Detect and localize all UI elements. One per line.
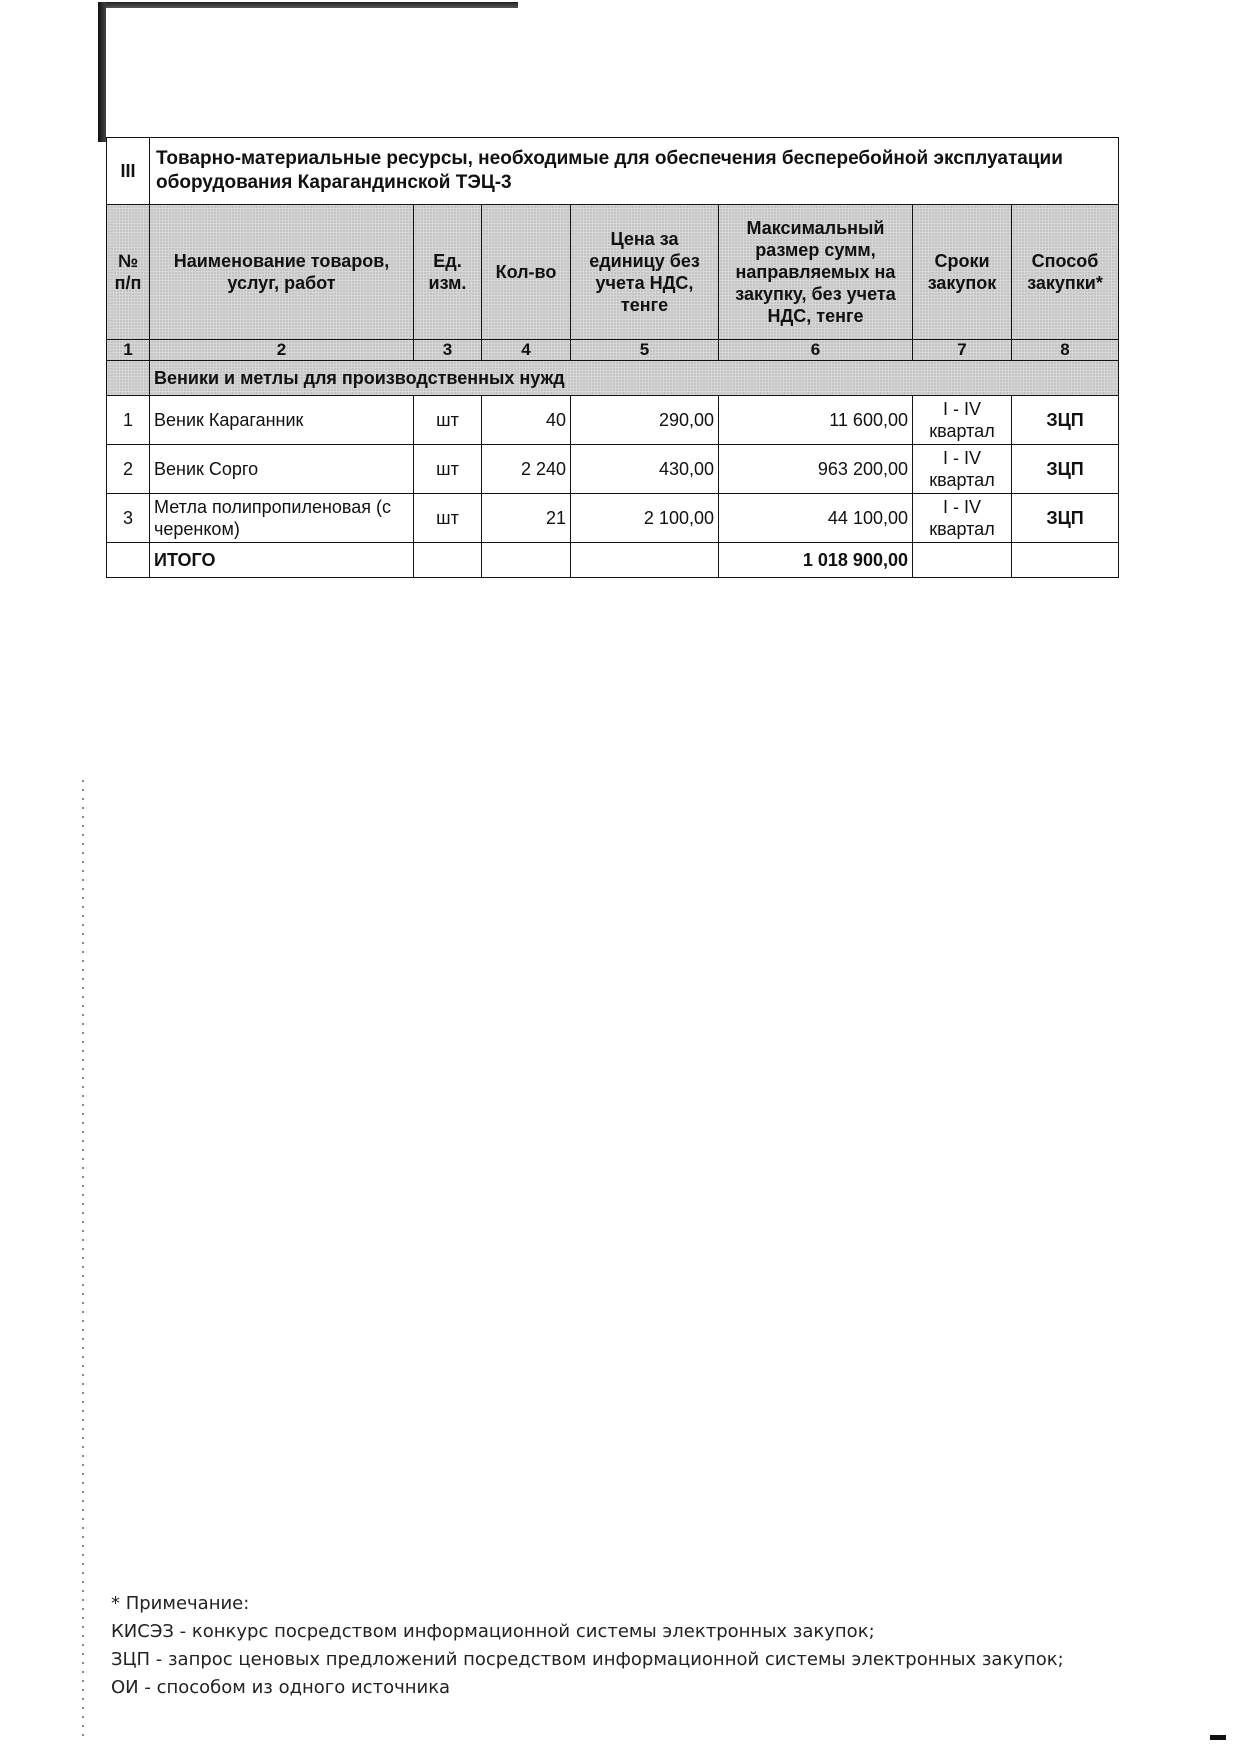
column-header-method: Способ закупки* bbox=[1012, 205, 1119, 340]
footnote bbox=[111, 1590, 1111, 1702]
table-row bbox=[107, 494, 1119, 543]
item-name: Веник Сорго bbox=[150, 445, 414, 494]
table-row bbox=[107, 396, 1119, 445]
footnote-heading: * Примечание: bbox=[111, 1593, 250, 1614]
row-number: 3 bbox=[107, 494, 150, 543]
column-header-row bbox=[107, 205, 1119, 340]
total-blank bbox=[414, 543, 482, 578]
footnote-line: ЗЦП - запрос ценовых предложений посредством информационной системы электронных закупок; bbox=[111, 1649, 1064, 1670]
row-number: 1 bbox=[107, 396, 150, 445]
item-unit: шт bbox=[414, 445, 482, 494]
column-header-unit-price: Цена за единицу без учета НДС, тенге bbox=[571, 205, 719, 340]
column-header-max-amount: Максимальный размер сумм, направляемых на закупку, без учета НДС, тенге bbox=[719, 205, 913, 340]
item-period-range: I - IV bbox=[942, 448, 981, 468]
item-name: Метла полипропиленовая (с черенком) bbox=[150, 494, 414, 543]
column-header-name: Наименование товаров, услуг, работ bbox=[150, 205, 414, 340]
item-method: ЗЦП bbox=[1012, 494, 1119, 543]
footnote-line: КИСЭЗ - конкурс посредством информационной системы электронных закупок; bbox=[111, 1621, 875, 1642]
column-index: 4 bbox=[482, 340, 571, 361]
column-index: 3 bbox=[414, 340, 482, 361]
scan-mark bbox=[1210, 1735, 1226, 1740]
table-row bbox=[107, 445, 1119, 494]
item-amount: 11 600,00 bbox=[719, 396, 913, 445]
item-period bbox=[913, 396, 1012, 445]
total-amount: 1 018 900,00 bbox=[719, 543, 913, 578]
column-header-quantity: Кол-во bbox=[482, 205, 571, 340]
group-title: Веники и метлы для производственных нужд bbox=[150, 361, 1119, 396]
item-period-unit: квартал bbox=[929, 421, 995, 441]
scan-edge-top bbox=[98, 2, 518, 8]
item-amount: 963 200,00 bbox=[719, 445, 913, 494]
item-quantity: 40 bbox=[482, 396, 571, 445]
footnote-line: ОИ - способом из одного источника bbox=[111, 1677, 451, 1698]
scan-margin-dots bbox=[82, 780, 84, 1740]
column-index: 8 bbox=[1012, 340, 1119, 361]
item-unit-price: 290,00 bbox=[571, 396, 719, 445]
column-index: 1 bbox=[107, 340, 150, 361]
row-number: 2 bbox=[107, 445, 150, 494]
item-unit-price: 2 100,00 bbox=[571, 494, 719, 543]
group-row-blank bbox=[107, 361, 150, 396]
total-label: ИТОГО bbox=[150, 543, 414, 578]
item-unit-price: 430,00 bbox=[571, 445, 719, 494]
total-blank bbox=[913, 543, 1012, 578]
scan-edge-left bbox=[98, 2, 106, 142]
item-period-unit: квартал bbox=[929, 519, 995, 539]
item-method: ЗЦП bbox=[1012, 396, 1119, 445]
total-blank bbox=[1012, 543, 1119, 578]
item-quantity: 2 240 bbox=[482, 445, 571, 494]
item-amount: 44 100,00 bbox=[719, 494, 913, 543]
item-quantity: 21 bbox=[482, 494, 571, 543]
total-row bbox=[107, 543, 1119, 578]
item-period-range: I - IV bbox=[942, 399, 981, 419]
item-period bbox=[913, 494, 1012, 543]
section-title: Товарно-материальные ресурсы, необходимые для обеспечения бесперебойной эксплуатации оборудования Карагандинской ТЭЦ-3 bbox=[150, 138, 1119, 205]
section-number: III bbox=[107, 138, 150, 205]
item-period-range: I - IV bbox=[942, 497, 981, 517]
section-header-row bbox=[107, 138, 1119, 205]
procurement-table bbox=[106, 137, 1119, 578]
column-index: 7 bbox=[913, 340, 1012, 361]
item-period bbox=[913, 445, 1012, 494]
column-header-unit: Ед. изм. bbox=[414, 205, 482, 340]
column-index: 5 bbox=[571, 340, 719, 361]
item-unit: шт bbox=[414, 494, 482, 543]
group-row bbox=[107, 361, 1119, 396]
total-blank bbox=[107, 543, 150, 578]
column-header-number: № п/п bbox=[107, 205, 150, 340]
column-index: 2 bbox=[150, 340, 414, 361]
item-method: ЗЦП bbox=[1012, 445, 1119, 494]
item-unit: шт bbox=[414, 396, 482, 445]
column-header-period: Сроки закупок bbox=[913, 205, 1012, 340]
column-index-row bbox=[107, 340, 1119, 361]
total-blank bbox=[571, 543, 719, 578]
item-period-unit: квартал bbox=[929, 470, 995, 490]
total-blank bbox=[482, 543, 571, 578]
column-index: 6 bbox=[719, 340, 913, 361]
item-name: Веник Караганник bbox=[150, 396, 414, 445]
